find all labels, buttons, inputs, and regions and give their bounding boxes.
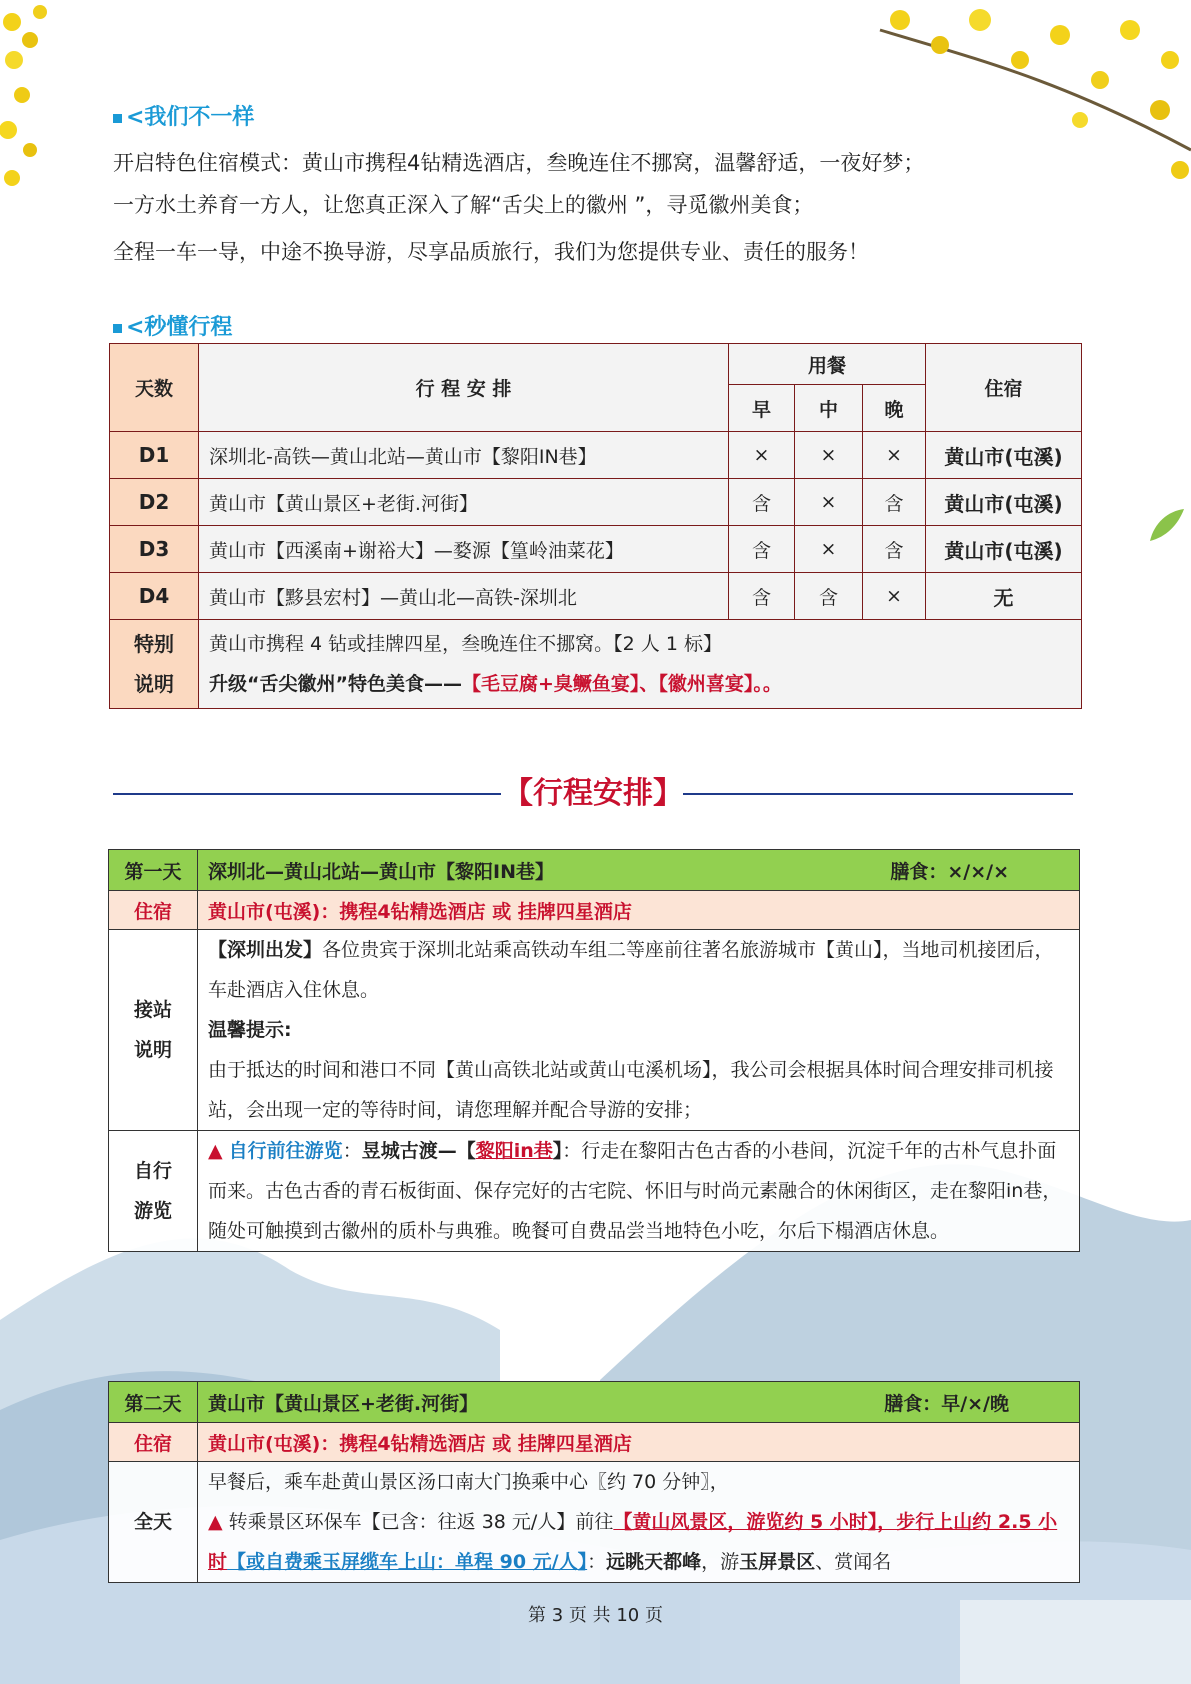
special-note-row: [110, 620, 1082, 709]
row-lunch: 含: [795, 573, 863, 620]
day-1-stay-row: [109, 891, 1080, 930]
day-2-scenic-highlight: 【黄山风景区，游览约 5 小时】，步行上山约 2.5 小时: [208, 1511, 1058, 1573]
day-1-pickup-row: [109, 930, 1080, 1131]
day-1-stay-label: 住宿: [109, 891, 198, 930]
row-dinner: 含: [863, 526, 926, 573]
note-line-2: [209, 664, 1071, 704]
row-route: 深圳北-高铁—黄山北站—黄山市【黎阳IN巷】: [199, 432, 729, 479]
day-2-cablecar-highlight: 【或自费乘玉屏缆车上山：单程 90 元/人】: [227, 1551, 588, 1573]
row-dinner: 含: [863, 479, 926, 526]
day-2-allday-row: [109, 1462, 1080, 1583]
header-lunch: 中: [795, 385, 863, 432]
section-diff-title: <我们不一样: [126, 105, 255, 130]
day-2-bold-1: 远眺天都峰: [606, 1551, 702, 1573]
self-tour-colon: ：: [342, 1140, 362, 1162]
row-lunch: ×: [795, 432, 863, 479]
tip-text: 由于抵达的时间和港口不同【黄山高铁北站或黄山屯溪机场】，我公司会根据具体时间合理安排司机接站，会出现一定的等待时间，请您理解并配合导游的安排；: [208, 1059, 1054, 1121]
day-2-text-e: 、赏闻名: [815, 1551, 892, 1573]
day-1-route: 深圳北—黄山北站—黄山市【黎阳IN巷】: [208, 860, 554, 883]
header-breakfast: 早: [729, 385, 795, 432]
day-1-self-tour-content: [198, 1131, 1080, 1252]
note-line-1: 黄山市携程 4 钻或挂牌四星，叁晚连住不挪窝。【2 人 1 标】: [209, 633, 722, 655]
row-breakfast: 含: [729, 573, 795, 620]
header-meals: 用餐: [729, 344, 926, 385]
page-footer: 第 3 页 共 10 页: [528, 1605, 663, 1626]
day-2-text-d: ，游: [701, 1551, 740, 1573]
triangle-icon: ▲: [208, 1140, 223, 1162]
row-day: D3: [110, 526, 199, 573]
special-note-content: [199, 620, 1082, 709]
row-hotel: 黄山市(屯溪): [926, 479, 1082, 526]
section-summary-heading: [113, 310, 232, 341]
row-dinner: ×: [863, 432, 926, 479]
day-2-line-1: 早餐后，乘车赴黄山景区汤口南大门换乘中心〖约 70 分钟〗，: [208, 1471, 729, 1493]
day-2-colon: ：: [587, 1551, 607, 1573]
pickup-label-line-1: 接站: [133, 999, 172, 1021]
triangle-icon: ▲: [208, 1511, 223, 1533]
day-2-shuttle-text: 转乘景区环保车【已含：往返 38 元/人】前往: [228, 1511, 614, 1533]
summary-row: [110, 526, 1082, 573]
day-2-route-cell: [198, 1382, 1080, 1423]
day-1-self-tour-label: [109, 1131, 198, 1252]
note-label-line-1: 特别: [134, 632, 174, 656]
day-1-header-row: [109, 850, 1080, 891]
day-2-stay: 黄山市(屯溪)：携程4钻精选酒店 或 挂牌四星酒店: [198, 1423, 1080, 1462]
note-line-2-highlight: 【毛豆腐+臭鳜鱼宴】、【徽州喜宴】。。: [461, 673, 782, 695]
header-day: 天数: [110, 344, 199, 432]
day-1-route-cell: [198, 850, 1080, 891]
row-hotel: 黄山市(屯溪): [926, 526, 1082, 573]
row-breakfast: 含: [729, 526, 795, 573]
note-line-2-prefix: 升级“舌尖徽州”特色美食——: [209, 673, 462, 695]
section-summary-title: <秒懂行程: [126, 315, 233, 340]
square-bullet-icon: [113, 114, 122, 123]
intro-line-3: 全程一车一导，中途不换导游，尽享品质旅行，我们为您提供专业、责任的服务！: [113, 240, 869, 264]
header-hotel: 住宿: [926, 344, 1082, 432]
day-1-meals: 膳食：×/×/×: [890, 860, 1009, 883]
section-diff-heading: [113, 100, 254, 131]
header-itinerary: 行 程 安 排: [199, 344, 729, 432]
row-day: D4: [110, 573, 199, 620]
day-2-meals: 膳食：早/×/晚: [884, 1392, 1009, 1415]
pickup-text: 各位贵宾于深圳北站乘高铁动车组二等座前往著名旅游城市【黄山】，当地司机接团后，车赴酒店入住休息。: [208, 939, 1054, 1001]
row-dinner: ×: [863, 573, 926, 620]
day-2-route: 黄山市【黄山景区+老街.河街】: [208, 1392, 479, 1415]
row-breakfast: ×: [729, 432, 795, 479]
day-2-stay-label: 住宿: [109, 1423, 198, 1462]
day-2-line-2: [208, 1502, 1069, 1582]
intro-line-2: 一方水土养育一方人，让您真正深入了解“舌尖上的徽州 ”，寻觅徽州美食；: [113, 193, 814, 217]
note-label-line-2: 说明: [134, 672, 174, 696]
row-hotel: 黄山市(屯溪): [926, 432, 1082, 479]
tip-title: 温馨提示:: [208, 1019, 292, 1041]
row-day: D2: [110, 479, 199, 526]
row-route: 黄山市【西溪南+谢裕大】—婺源【篁岭油菜花】: [199, 526, 729, 573]
self-tour-place: 昱城古渡—【: [361, 1140, 476, 1162]
day-2-stay-row: [109, 1423, 1080, 1462]
day-1-table: [108, 849, 1080, 1252]
intro-line-1: 开启特色住宿模式：黄山市携程4钻精选酒店，叁晚连住不挪窝，温馨舒适，一夜好梦；: [113, 151, 925, 175]
itinerary-summary-table: [109, 343, 1082, 709]
self-tour-bracket: 】: [552, 1140, 563, 1162]
row-breakfast: 含: [729, 479, 795, 526]
self-tour-red-place: 黎阳in巷: [475, 1140, 553, 1162]
itinerary-title: 【行程安排】: [503, 776, 683, 811]
square-bullet-icon: [113, 324, 122, 333]
summary-row: [110, 479, 1082, 526]
summary-row: [110, 432, 1082, 479]
row-lunch: ×: [795, 479, 863, 526]
summary-row: [110, 573, 1082, 620]
day-1-self-tour-row: [109, 1131, 1080, 1252]
day-1-pickup-label: [109, 930, 198, 1131]
day-2-allday-label: 全天: [109, 1462, 198, 1583]
row-day: D1: [110, 432, 199, 479]
day-2-allday-content: [198, 1462, 1080, 1583]
day-1-pickup-content: [198, 930, 1080, 1131]
self-tour-text: ：行走在黎阳古色古香的小巷间，沉淀千年的古朴气息扑面而来。古色古香的青石板街面、保存完好的古宅院、怀旧与时尚元素融合的休闲街区，走在黎阳in巷，随处可触摸到古徽州的质朴与典雅。晚餐可自费品尝当地特色小吃，尔后下榻酒店休息。: [208, 1140, 1062, 1242]
pickup-bold: 【深圳出发】: [208, 939, 323, 961]
day-2-bold-2: 玉屏景区: [739, 1551, 816, 1573]
day-2-table: [108, 1381, 1080, 1583]
row-route: 黄山市【黟县宏村】—黄山北—高铁-深圳北: [199, 573, 729, 620]
row-lunch: ×: [795, 526, 863, 573]
row-hotel: 无: [926, 573, 1082, 620]
day-1-label: 第一天: [109, 850, 198, 891]
self-label-line-2: 游览: [133, 1200, 172, 1222]
itinerary-divider: [113, 771, 1073, 817]
row-route: 黄山市【黄山景区+老街.河街】: [199, 479, 729, 526]
self-tour-highlight: 自行前往游览: [228, 1140, 343, 1162]
pickup-label-line-2: 说明: [133, 1039, 172, 1061]
day-2-label: 第二天: [109, 1382, 198, 1423]
day-2-header-row: [109, 1382, 1080, 1423]
self-label-line-1: 自行: [133, 1160, 172, 1182]
day-1-stay: 黄山市(屯溪)：携程4钻精选酒店 或 挂牌四星酒店: [198, 891, 1080, 930]
header-dinner: 晚: [863, 385, 926, 432]
pickup-paragraph: [208, 930, 1069, 1010]
special-note-label: [110, 620, 199, 709]
